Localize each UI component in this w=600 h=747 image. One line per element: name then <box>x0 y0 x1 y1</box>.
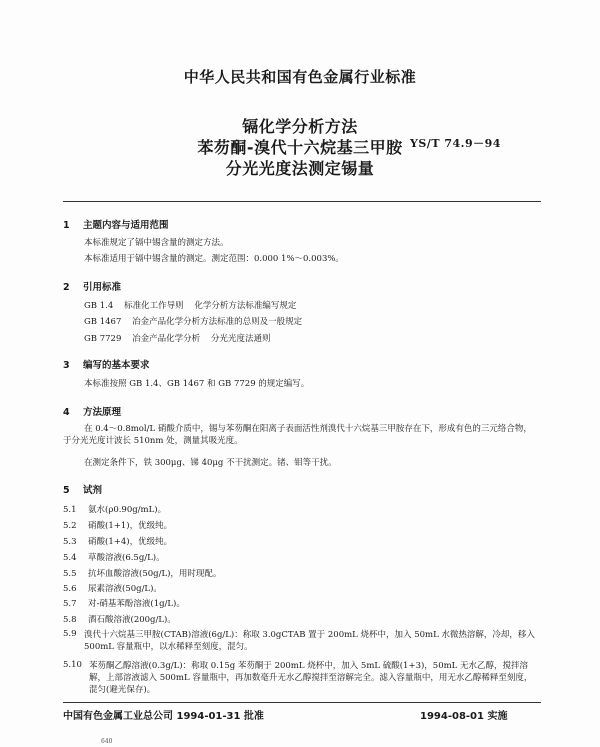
section-4-title: 方法原理 <box>83 407 122 418</box>
reagent-item <box>63 519 172 531</box>
section-4-para-1: 在 0.4～0.8mol/L 硝酸介质中，锡与苯芴酮在阳离子表面活性剂溴代十六烷基三甲胺存在下，形成有色的三元络合物，于分光光度计波长 510nm 处，测量其吸光度。 <box>63 424 532 446</box>
reagent-text: 氨水(ρ0.90g/mL)。 <box>88 505 167 515</box>
section-3-heading <box>63 357 150 371</box>
approval-line: 中国有色金属工业总公司 1994-01-31 批准 <box>63 711 264 722</box>
reagent-number: 5.5 <box>63 569 77 579</box>
implementation-line: 1994-08-01 实施 <box>420 711 508 722</box>
section-1-number: 1 <box>63 220 70 231</box>
footer-rule <box>63 702 541 703</box>
reagent-text: 硝酸(1+1)，优级纯。 <box>88 521 173 531</box>
reagent-text: 抗坏血酸溶液(50g/L)，用时现配。 <box>88 569 222 579</box>
page-number: 640 <box>101 738 113 745</box>
reference-item: GB 7729 冶金产品化学分析 分光光度法通则 <box>84 334 271 344</box>
reagent-text: 硝酸(1+4)，优级纯。 <box>88 537 173 547</box>
section-4-number: 4 <box>63 407 70 418</box>
section-4-para-2: 在测定条件下，铁 300μg、锑 40μg 不干扰测定。锗、钼等干扰。 <box>84 458 337 468</box>
reagent-number: 5.7 <box>63 599 77 609</box>
reagent-number: 5.4 <box>63 553 77 563</box>
reagent-number: 5.1 <box>63 505 77 515</box>
header-rule <box>63 201 541 202</box>
reagent-text: 对-硝基苯酚溶液(1g/L)。 <box>88 599 185 609</box>
reagent-number: 5.3 <box>63 537 77 547</box>
reagent-number: 5.6 <box>63 584 77 594</box>
reagent-number: 5.10 <box>63 660 82 670</box>
org-title: 中华人民共和国有色金属行业标准 <box>183 68 417 86</box>
reagent-item <box>63 503 166 515</box>
reference-item: GB 1.4 标准化工作导则 化学分析方法标准编写规定 <box>84 301 297 311</box>
reagent-item <box>63 535 172 547</box>
reagent-item <box>63 597 185 609</box>
reagent-number: 5.2 <box>63 521 77 531</box>
reagent-text: 酒石酸溶液(200g/L)。 <box>88 615 176 625</box>
section-5-heading <box>63 482 102 496</box>
doc-title-line1: 镉化学分析方法 <box>242 117 358 136</box>
reagent-number: 5.8 <box>63 615 77 625</box>
reference-item: GB 1467 冶金产品化学分析方法标准的总则及一般规定 <box>84 317 303 327</box>
reagent-text: 草酸溶液(6.5g/L)。 <box>88 553 165 563</box>
reagent-item-5-10-text: 苯芴酮乙醇溶液(0.3g/L)：称取 0.15g 苯芴酮于 200mL 烧杯中，加入 5mL 硫酸(1+3)，50mL 无水乙醇，搅拌溶解，上部溶液滤入 500mL 容量瓶中，再加数毫升无水乙醇搅拌至溶解完全。滤入容量瓶中，用无水乙醇稀释至刻度，混匀(避光保存)。 <box>89 661 533 695</box>
section-2-title: 引用标准 <box>83 282 122 293</box>
reagent-item-5-9-text: 溴代十六烷基三甲胺(CTAB)溶液(6g/L)：称取 3.0gCTAB 置于 200mL 烧杯中，加入 50mL 水微热溶解，冷却，移入 500mL 容量瓶中，以水稀释至刻度，混匀。 <box>84 630 535 652</box>
section-2-heading <box>63 279 121 293</box>
section-1-title: 主题内容与适用范围 <box>83 220 169 231</box>
reagent-item-5-10-number <box>63 660 88 670</box>
section-1-para-2: 本标准适用于镉中锡含量的测定。测定范围：0.000 1%～0.003%。 <box>84 254 344 264</box>
standard-number: YS/T 74.9－94 <box>410 137 501 150</box>
section-5-title: 试剂 <box>83 485 103 496</box>
section-2-number: 2 <box>63 282 70 293</box>
doc-title-line3: 分光光度法测定锡量 <box>225 159 375 178</box>
doc-title-line2: 苯芴酮-溴代十六烷基三甲胺 <box>197 138 403 157</box>
reagent-item <box>63 567 221 579</box>
reagent-text: 尿素溶液(50g/L)。 <box>88 584 162 594</box>
section-1-para-1: 本标准规定了镉中锡含量的测定方法。 <box>84 238 229 248</box>
reagent-item <box>63 582 162 594</box>
section-3-title: 编写的基本要求 <box>83 360 150 371</box>
section-3-para: 本标准按照 GB 1.4、GB 1467 和 GB 7729 的规定编写。 <box>84 379 310 389</box>
reagent-item <box>63 613 176 625</box>
section-4-heading <box>63 404 121 418</box>
section-3-number: 3 <box>63 360 70 371</box>
reagent-item <box>63 551 165 563</box>
section-1-heading <box>63 217 169 231</box>
section-5-number: 5 <box>63 485 70 496</box>
reagent-number: 5.9 <box>63 629 77 639</box>
